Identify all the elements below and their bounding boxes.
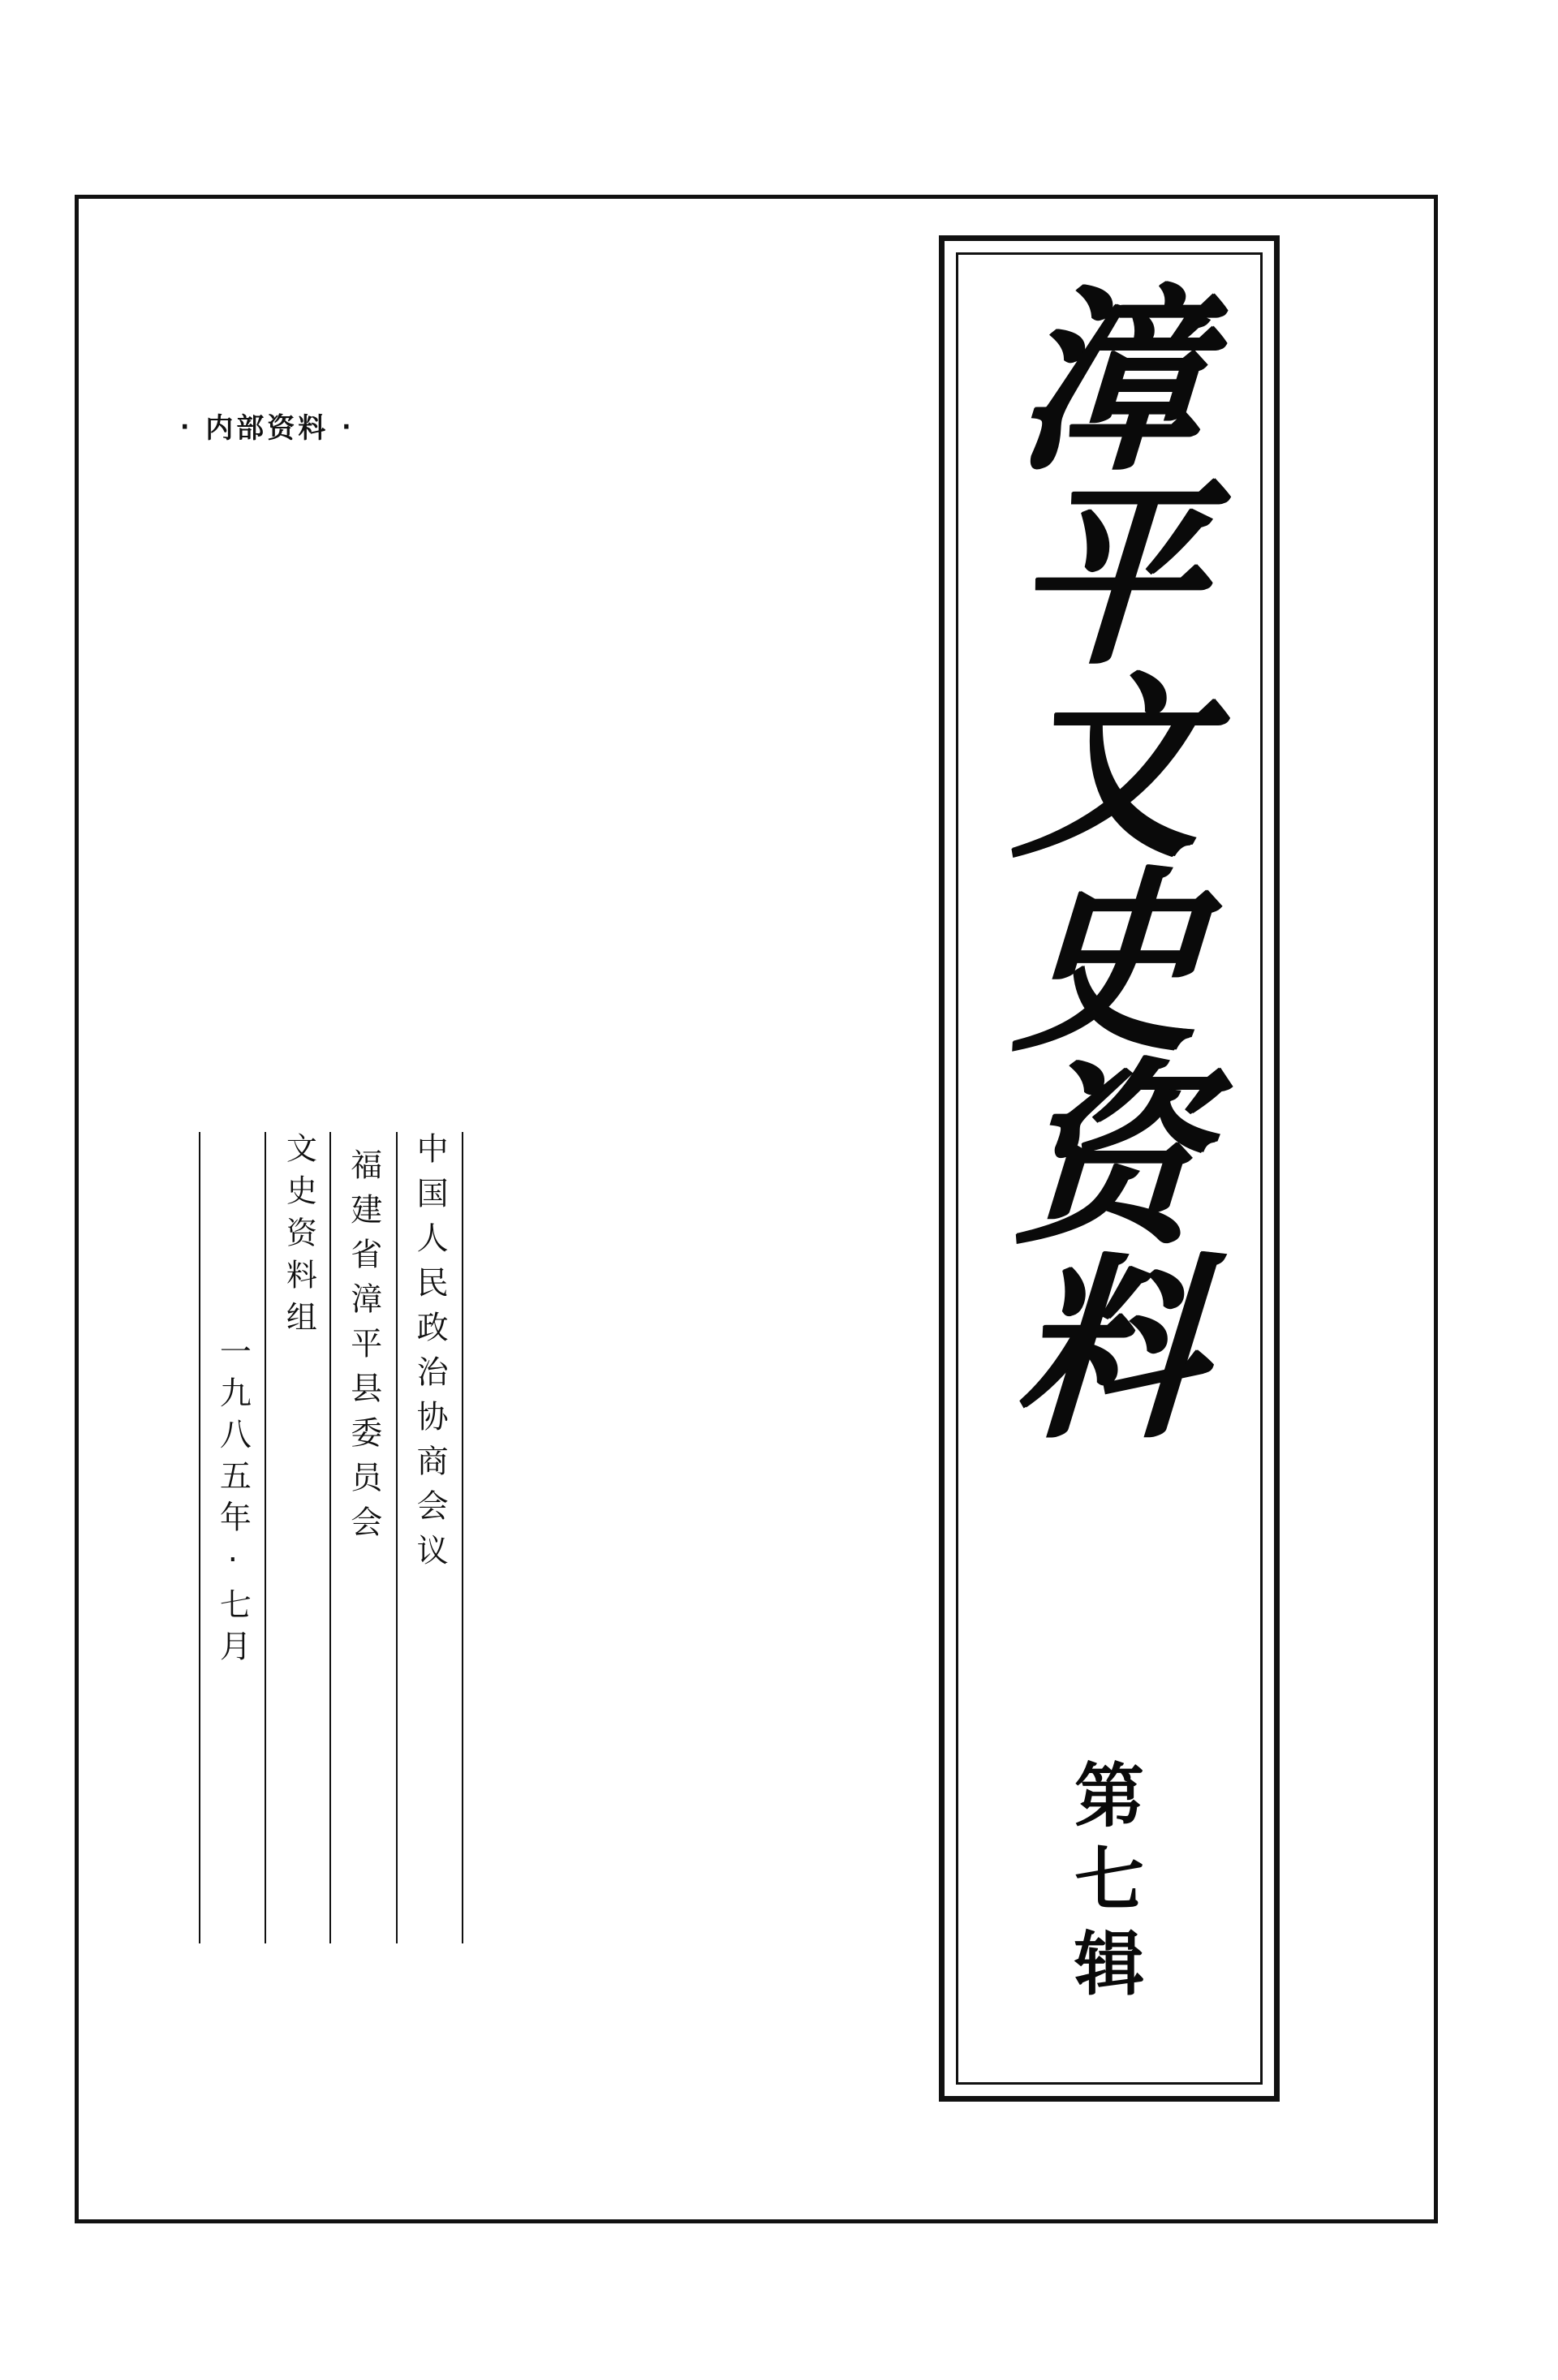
title-char-6: 料 (1009, 1233, 1210, 1465)
notice-right-dot: · (342, 413, 355, 441)
title-char-5: 资 (1009, 1040, 1210, 1272)
volume-char-3: 辑 (1074, 1922, 1144, 2005)
imprint-block (200, 1132, 463, 1943)
imprint-section-text: 文史资料组 (281, 1132, 317, 1343)
title-char-4: 史 (1009, 846, 1210, 1078)
imprint-organization-text: 中国人民政治协商会议 (411, 1132, 449, 1578)
title-frame (939, 235, 1280, 2102)
title-char-3: 文 (1009, 653, 1210, 884)
notice-text: 内部资料 (205, 412, 329, 445)
notice-left-dot: · (180, 413, 193, 441)
volume-label (958, 1755, 1260, 2005)
title-frame-inner (956, 252, 1263, 2085)
imprint-organization (396, 1132, 463, 1943)
imprint-department-text: 福建省漳平县委员会 (345, 1148, 382, 1550)
imprint-section (265, 1132, 331, 1343)
internal-material-notice (180, 406, 355, 445)
cover-content (79, 199, 1434, 2219)
imprint-date-text: 一九八五年·七月 (214, 1335, 252, 1671)
imprint-date (199, 1132, 266, 1943)
imprint-department (329, 1132, 397, 1943)
book-cover-page (75, 195, 1438, 2223)
volume-char-1: 第 (1074, 1754, 1144, 1837)
book-title (958, 265, 1260, 1465)
title-char-1: 漳 (1009, 265, 1210, 497)
title-char-2: 平 (1009, 459, 1210, 691)
volume-char-2: 七 (1074, 1839, 1144, 1922)
